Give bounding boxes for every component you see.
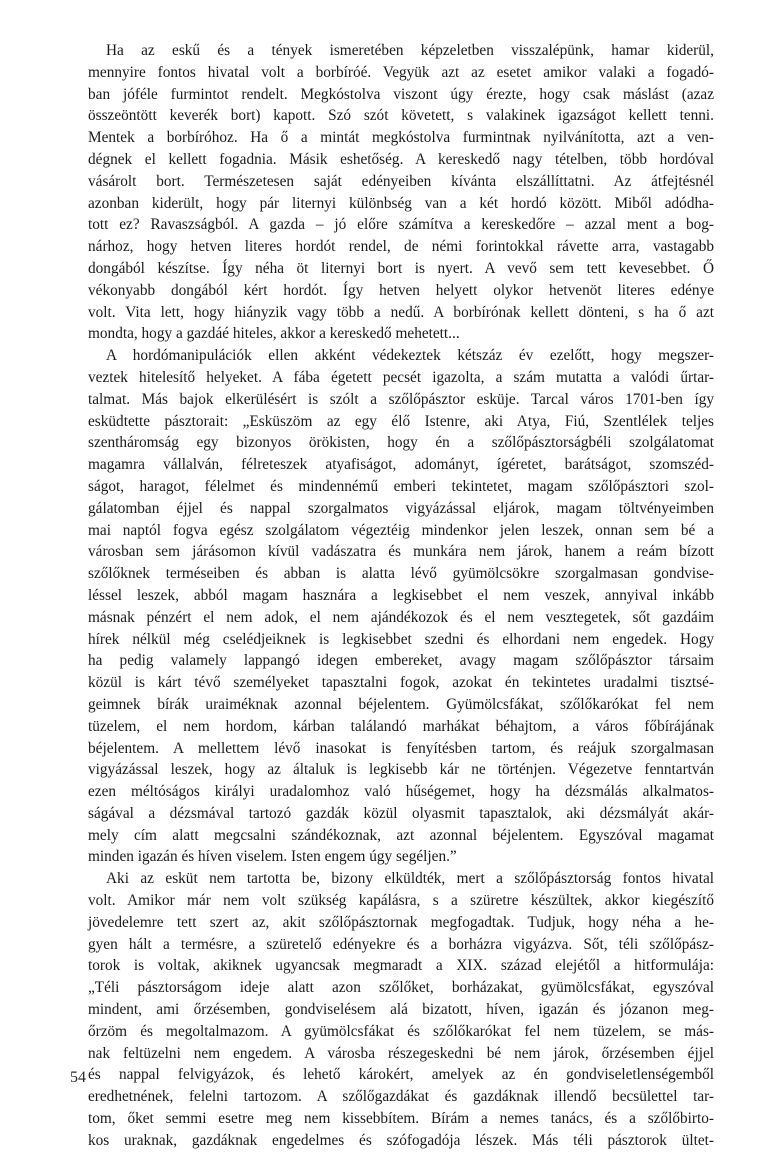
text-line: másnak pénzért el nem adok, el nem ajándékozok és el nem vesztegetek, sőt gazdáim [88,608,714,626]
text-line: Mentek a borbíróhoz. Ha ő a mintát megkóstolva furmintnak nyilvánította, azt a ven- [88,129,714,147]
text-line: azonban kiderült, hogy pár liternyi különbség van a két hordó között. Miből adódha- [88,194,714,212]
text-line: ha pedig valamely lappangó idegen embereket, avagy magam szőlőpásztor társaim [88,652,714,670]
text-line: tott ez? Ravaszságból. A gazda – jó előre számítva a kereskedőre – azzal ment a bog- [88,216,714,234]
text-line: mai naptól fogva egész szolgálatom végeztéig mindenkor jelen leszek, onnan sem bé a [88,521,714,539]
text-line: A hordómanipulációk ellen akként védekeztek kétszáz év ezelőtt, hogy megszer- [106,347,714,365]
text-line: béjelentem. A mellettem lévő inasokat is fenyítésben tartom, és reájuk szorgalmasan [88,739,714,757]
text-line: talmat. Más bajok elkerülésért is szólt a szőlőpásztor esküje. Tarcal város 1701-ben így [88,390,714,408]
text-line: volt. Vita lett, hogy hiányzik vagy több a nedű. A borbírónak kellett dönteni, s ha ő azt [88,303,714,321]
text-line: ságával a dézsmával tartozó gazdák közül olyasmit tapasztalok, aki dézsmályát akár- [88,804,714,822]
text-line: közül is kárt tévő személyeket tapasztalni fogok, azokat én tekintetes uradalmi tisztsé- [88,674,714,692]
text-line: eredhetnének, felelni tartozom. A szőlőgazdákat és gazdáknak illendő becsülettel tar- [88,1088,714,1106]
text-line: ezen méltóságos királyi uradalomhoz való hűségemet, hogy ha dézsmálás alkalmatos- [88,783,714,801]
text-line: szőlőknek terméseiben és abban is alatta lévő gyümölcsökre szorgalmasan gondvise- [88,565,714,583]
text-line: gálatomban éjjel és nappal szorgalmatos vigyázással eljárok, magam töltvényeimben [88,499,714,517]
text-line: minden igazán és híven viselem. Isten engem úgy segéljen.” [88,848,457,866]
text-line: magamra vállalván, félreteszek atyafiságot, adományt, ígéretet, barátságot, szomszéd- [88,456,714,474]
text-line: Ha az eskű és a tények ismeretében képzeletben visszalépünk, hamar kiderül, [106,42,714,59]
text-line: szentháromság egy bizonyos örökisten, hogy én a szőlőpásztorságbéli szolgálatomat [88,434,714,452]
page-number: 54 [70,1069,86,1086]
text-line: mindent, ami őrzésemben, gondviselésem alá bizatott, híven, igazán és józanon meg- [88,1001,714,1019]
text-line: léssel leszek, abból magam hasznára a legkisebbet el nem veszek, annyival inkább [88,586,714,604]
text-line: jövedelemre tett szert az, akit szőlőpásztornak megfogadtak. Tudjuk, hogy néha a he- [88,913,714,931]
text-line: ban jóféle furmintot rendelt. Megkóstolva viszont úgy érezte, hogy csak máslást (azaz [88,85,714,103]
text-line: őrzöm és megoltalmazom. A gyümölcsfákat és szőlőkarókat fel nem tüzelem, se más- [88,1022,714,1040]
text-line: esküdtette pásztorait: „Esküszöm az egy élő Istenre, aki Atya, Fiú, Szentlélek teljes [88,412,714,430]
text-line: geimnek bírák uraiméknak azonnal béjelentem. Gyümölcsfákat, szőlőkarókat fel nem [88,695,714,713]
text-line: dégnek el kellett fogadnia. Másik eshetőség. A kereskedő nagy tételben, több hordóval [88,150,714,168]
text-line: torok is voltak, akiknek ugyancsak megmaradt a XIX. század elejétől a hitformulája: [88,957,714,975]
text-line: nárhoz, hogy hetven literes hordót rendel, de némi forintokkal rávette arra, vastagabb [88,238,714,256]
text-line: kos uraknak, gazdáknak engedelmes és szófogadója lészek. Más téli pásztorok ültet- [88,1131,714,1149]
text-line: „Téli pásztorságom ideje alatt azon szőlőket, borházakat, gyümölcsfákat, egyszóval [88,979,714,997]
text-line: vásárolt bort. Természetesen saját edényeiben kívánta elszállíttatni. Az átfejtésnél [88,172,714,190]
text-line: ságot, haragot, félelmet és mindennémű emberi tekintetet, magam szőlőpásztori szol- [88,477,714,495]
text-line: mondta, hogy a gazdáé hiteles, akkor a kereskedő mehetett... [88,325,460,343]
text-line: összeöntött keverék bort) kapott. Szó szót követett, s valakinek igazságot kellett tenni. [88,107,714,125]
text-line: gyen hált a termésre, a szüretelő edényekre és a borházra vigyázva. Sőt, téli szőlőpász- [88,935,714,953]
text-line: mely cím alatt megcsalni szándékoznak, azt azonnal béjelentem. Egyszóval magamat [88,826,714,844]
body-text [88,40,714,1152]
text-line: volt. Amikor már nem volt szükség kapálásra, s a szüretre készültek, akkor kiegészítő [88,892,714,910]
text-line: tüzelem, el nem hordom, kárban találandó marhákat béhajtom, a város főbírájának [88,717,714,735]
text-line: dongából készítse. Így néha öt liternyi bort is nyert. A vevő sem tett kevesebbet. Ő [88,259,714,277]
text-line: és nappal felvigyázok, és lehető károkért, amelyek az én gondviseletlenségemből [88,1066,714,1084]
text-line: vékonyabb dongából kért hordót. Így hetven helyett olykor hetvenöt literes edénye [88,281,714,299]
text-line: vigyázással leszek, hogy az általuk is legkisebb kár ne történjen. Végezetve fenntartván [88,761,714,779]
text-line: mennyire fontos hivatal volt a borbíróé. Vegyük azt az esetet amikor valaki a fogadó- [88,63,714,81]
text-line: hírek nélkül még cselédjeiknek is legkisebbet szedni és elhordani nem engedek. Hogy [88,630,714,648]
text-line: nak feltüzelni nem engedem. A városba részegeskedni bé nem járok, őrzésemben éjjel [88,1044,714,1062]
text-line: Aki az esküt nem tartotta be, bizony elküldték, mert a szőlőpásztorság fontos hivatal [106,870,714,888]
text-line: tom, őket semmi esetre meg nem kissebbítem. Bírám a nemes tanács, és a szőlőbirto- [88,1110,714,1128]
text-line: veztek hitelesítő helyeket. A fába égetett pecsét igazolta, a szám mutatta a valódi űrtar- [88,368,714,386]
text-line: városban sem járásomon kívül vadászatra és munkára nem járok, hanem a reám bízott [88,543,714,561]
